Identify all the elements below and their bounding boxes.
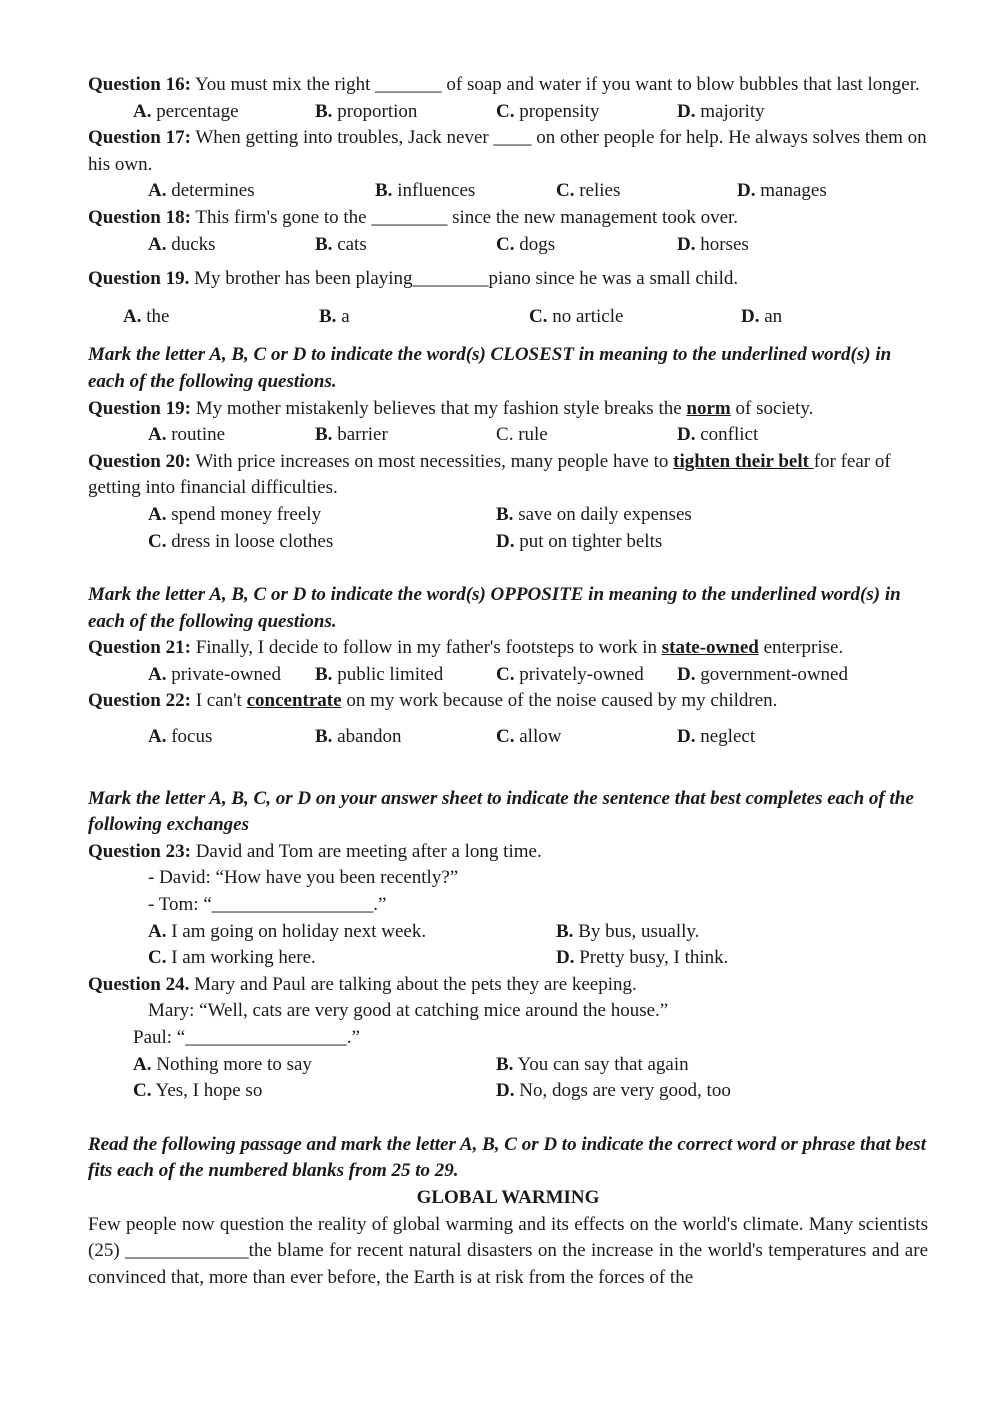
question-19-article xyxy=(88,266,928,293)
underlined-phrase: tighten their belt xyxy=(673,450,814,472)
option-c[interactable]: C. I am working here. xyxy=(148,947,316,969)
option-b[interactable]: B. You can say that again xyxy=(496,1053,689,1075)
question-23 xyxy=(88,839,928,866)
question-19-norm: Question 19: My mother mistakenly believes that my fashion style breaks the norm of society. xyxy=(88,397,814,419)
options-19-article xyxy=(88,304,928,331)
question-24 xyxy=(88,972,928,999)
question-18 xyxy=(88,205,928,232)
option-c[interactable]: C. privately-owned xyxy=(496,663,644,685)
option-a[interactable]: A. spend money freely xyxy=(148,503,322,525)
option-d[interactable]: D. conflict xyxy=(677,424,759,446)
question-label: Question 22: xyxy=(88,690,191,712)
option-d[interactable]: D. No, dogs are very good, too xyxy=(496,1080,731,1102)
instruction-closest: Mark the letter A, B, C or D to indicate the word(s) CLOSEST in meaning to the underlined word(s) in each of the following questions. xyxy=(88,344,892,392)
question-text: This firm's gone to the ________ since the new management took over. xyxy=(190,206,739,228)
dialogue-line-paul: Paul: “_________________.” xyxy=(133,1027,360,1048)
question-label: Question 17: xyxy=(88,127,191,149)
question-label: Question 24. xyxy=(88,973,190,995)
option-d[interactable]: D. put on tighter belts xyxy=(496,530,663,552)
question-label: Question 20: xyxy=(88,450,191,472)
question-label: Question 19: xyxy=(88,397,191,419)
question-21: Question 21: Finally, I decide to follow in my father's footsteps to work in state-owned enterprise. xyxy=(88,637,844,659)
instruction-passage: Read the following passage and mark the letter A, B, C or D to indicate the correct word or phrase that best fits each of the numbered blanks from 25 to 29. xyxy=(88,1133,926,1182)
options-19-norm xyxy=(88,422,928,449)
option-c[interactable]: C. dress in loose clothes xyxy=(148,530,334,552)
option-d[interactable]: D. horses xyxy=(677,233,749,255)
question-label: Question 19. xyxy=(88,268,190,290)
option-c[interactable]: C. allow xyxy=(496,726,562,748)
options-20-row2 xyxy=(88,529,928,556)
option-c[interactable]: C. no article xyxy=(529,305,624,327)
option-b[interactable]: B. save on daily expenses xyxy=(496,503,692,525)
underlined-word: state-owned xyxy=(661,637,759,659)
options-20-row1 xyxy=(88,502,928,529)
question-label: Question 23: xyxy=(88,840,191,862)
options-23-row2 xyxy=(88,945,928,972)
options-24-row1 xyxy=(88,1052,928,1079)
option-a[interactable]: A. Nothing more to say xyxy=(133,1053,312,1075)
dialogue-line-tom: - Tom: “_________________.” xyxy=(148,894,387,916)
worksheet-page xyxy=(88,72,928,1291)
question-text: You must mix the right _______ of soap and water if you want to blow bubbles that last longer. xyxy=(190,74,920,95)
option-b[interactable]: B. By bus, usually. xyxy=(556,920,700,942)
options-16 xyxy=(88,99,928,126)
option-b[interactable]: B. abandon xyxy=(315,726,402,748)
option-c[interactable]: C. propensity xyxy=(496,100,600,122)
passage-title: GLOBAL WARMING xyxy=(416,1186,600,1208)
option-a[interactable]: A. the xyxy=(123,305,170,327)
question-22: Question 22: I can't concentrate on my work because of the noise caused by my children. xyxy=(88,690,778,712)
option-b[interactable]: B. influences xyxy=(375,180,476,202)
dialogue-line-david: - David: “How have you been recently?” xyxy=(148,867,459,889)
option-c[interactable]: C. rule xyxy=(496,424,548,446)
question-text: My brother has been playing________piano since he was a small child. xyxy=(189,268,739,290)
instruction-exchange: Mark the letter A, B, C, or D on your answer sheet to indicate the sentence that best completes each of the following exchanges xyxy=(88,787,914,836)
option-d[interactable]: D. majority xyxy=(677,100,765,122)
option-a[interactable]: A. routine xyxy=(148,424,226,446)
options-22 xyxy=(88,724,928,751)
option-b[interactable]: B. proportion xyxy=(315,100,418,122)
options-18 xyxy=(88,232,928,259)
options-24-row2 xyxy=(88,1078,928,1105)
option-d[interactable]: D. neglect xyxy=(677,726,756,748)
question-text: David and Tom are meeting after a long time. xyxy=(190,840,542,862)
option-d[interactable]: D. manages xyxy=(737,180,827,202)
option-a[interactable]: A. private-owned xyxy=(148,663,281,685)
option-d[interactable]: D. Pretty busy, I think. xyxy=(556,947,729,969)
underlined-word: norm xyxy=(686,397,731,419)
instruction-opposite: Mark the letter A, B, C or D to indicate the word(s) OPPOSITE in meaning to the underlined word(s) in each of the following questions. xyxy=(88,584,901,632)
option-a[interactable]: A. ducks xyxy=(148,233,216,255)
option-d[interactable]: D. an xyxy=(741,305,783,327)
question-text: Mary and Paul are talking about the pets they are keeping. xyxy=(189,973,637,995)
option-a[interactable]: A. percentage xyxy=(133,100,239,122)
option-c[interactable]: C. Yes, I hope so xyxy=(133,1080,263,1102)
question-label: Question 21: xyxy=(88,637,191,659)
question-text: When getting into troubles, Jack never ____ on other people for help. He always solves them on his own. xyxy=(88,127,927,175)
option-b[interactable]: B. a xyxy=(319,305,350,327)
question-17 xyxy=(88,125,928,178)
option-c[interactable]: C. relies xyxy=(556,180,621,202)
question-20: Question 20: With price increases on most necessities, many people have to tighten their belt for fear of getting into financial difficulties. xyxy=(88,450,891,499)
option-a[interactable]: A. determines xyxy=(148,180,255,202)
question-16 xyxy=(88,72,928,99)
underlined-word: concentrate xyxy=(246,690,342,712)
question-label: Question 18: xyxy=(88,206,191,228)
option-a[interactable]: A. I am going on holiday next week. xyxy=(148,920,427,942)
options-17 xyxy=(88,178,928,205)
options-21 xyxy=(88,662,928,689)
option-b[interactable]: B. cats xyxy=(315,233,367,255)
option-a[interactable]: A. focus xyxy=(148,726,213,748)
dialogue-line-mary: Mary: “Well, cats are very good at catching mice around the house.” xyxy=(148,1000,669,1022)
option-d[interactable]: D. government-owned xyxy=(677,663,848,685)
passage-text: Few people now question the reality of global warming and its effects on the world's climate. Many scientists (25) _____________the blame for recent natural disasters on the increase in the world's temperatures and are convinced that, more than ever before, the Earth is at risk from the forces of the xyxy=(88,1213,928,1288)
option-b[interactable]: B. barrier xyxy=(315,424,388,446)
question-label: Question 16: xyxy=(88,74,191,95)
option-b[interactable]: B. public limited xyxy=(315,663,444,685)
option-c[interactable]: C. dogs xyxy=(496,233,556,255)
options-23-row1 xyxy=(88,919,928,946)
